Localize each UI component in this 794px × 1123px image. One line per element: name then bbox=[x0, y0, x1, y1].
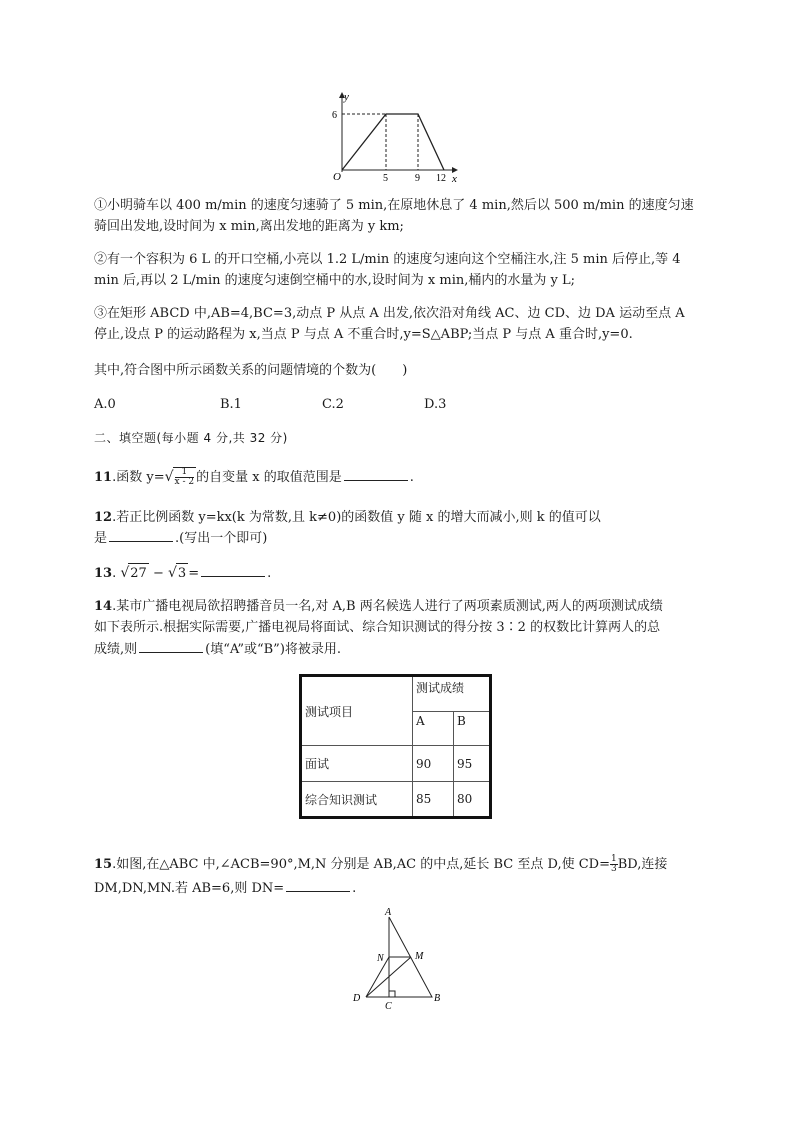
q10-item3-line2: 停止,设点 P 的运动路程为 x,当点 P 与点 A 不重合时,y=S△ABP;当点 P 与点 A 重合时,y=0. bbox=[94, 327, 633, 342]
q15-fraction: $\frac{1}{3}$ bbox=[610, 854, 617, 874]
q11-text-before: .函数 y= bbox=[112, 470, 165, 485]
label-a: A bbox=[385, 907, 392, 918]
option-a: A.0 bbox=[94, 397, 116, 412]
q13-radicand-b: 3 bbox=[176, 563, 188, 584]
label-m: M bbox=[415, 951, 424, 962]
q14-answer-blank[interactable] bbox=[139, 639, 203, 653]
question-13: 13. √27 − √3 = . bbox=[94, 563, 734, 584]
label-d: D bbox=[353, 993, 361, 1004]
q11-number: 11 bbox=[94, 470, 113, 485]
question-15-line1: 15.如图,在△ABC 中,∠ACB=90°,M,N 分别是 AB,AC 的中点,延长 BC 至点 D,使 CD= $\frac{1}{3}$ BD,连接 bbox=[94, 854, 668, 874]
question-15-line2: DM,DN,MN.若 AB=6,则 DN= . bbox=[94, 878, 734, 899]
x-tick-5: 5 bbox=[383, 173, 388, 182]
q10-item1-line1: ①小明骑车以 400 m/min 的速度匀速骑了 5 min,在原地休息了 4 min,然后以 500 m/min 的速度匀速 bbox=[94, 198, 694, 213]
question-12-line1 bbox=[94, 508, 734, 528]
question-14-line2: 如下表所示.根据实际需要,广播电视局将面试、综合知识测试的得分按 3∶2 的权数比计算两人的总 bbox=[94, 620, 661, 635]
question-12-line2: 是 .(写出一个即可) bbox=[94, 528, 734, 549]
triangle-figure bbox=[345, 905, 455, 1015]
q11-fraction: $\frac{1}{x - 2}$ bbox=[174, 467, 195, 487]
q10-item1-line2: 骑回出发地,设时间为 x min,离出发地的距离为 y km; bbox=[94, 219, 404, 234]
x-axis-label: x bbox=[452, 173, 457, 182]
section-title: 二、填空题(每小题 4 分,共 32 分) bbox=[94, 431, 288, 445]
q11-text-after: 的自变量 x 的取值范围是 bbox=[196, 470, 342, 485]
q15-number: 15 bbox=[94, 857, 113, 872]
q12-number: 12 bbox=[94, 510, 113, 525]
q11-answer-blank[interactable] bbox=[344, 467, 408, 481]
question-14-line1: 14.某市广播电视局欲招聘播音员一名,对 A,B 两名候选人进行了两项素质测试,两人的两项测试成绩 bbox=[94, 599, 663, 614]
option-b: B.1 bbox=[220, 397, 242, 412]
q13-number: 13 bbox=[94, 566, 113, 581]
q10-item3-line1: ③在矩形 ABCD 中,AB=4,BC=3,动点 P 从点 A 出发,依次沿对角线 AC、边 CD、边 DA 运动至点 A bbox=[94, 306, 685, 321]
table-row: 综合知识测试 85 80 bbox=[301, 782, 491, 818]
x-tick-12: 12 bbox=[436, 173, 446, 182]
q13-answer-blank[interactable] bbox=[201, 563, 265, 577]
y-axis-label: y bbox=[344, 91, 349, 103]
q12-answer-blank[interactable] bbox=[109, 528, 173, 542]
q14-number: 14 bbox=[94, 599, 113, 614]
x-tick-9: 9 bbox=[415, 173, 420, 182]
question-14-line3: 成绩,则 (填“A”或“B”)将被录用. bbox=[94, 639, 734, 660]
q10-item2-line1: ②有一个容积为 6 L 的开口空桶,小亮以 1.2 L/min 的速度匀速向这个空桶注水,注 5 min 后停止,等 4 bbox=[94, 252, 681, 267]
option-c: C.2 bbox=[322, 397, 344, 412]
q13-radicand-a: 27 bbox=[128, 563, 149, 584]
table-header-score: 测试成绩 bbox=[413, 676, 491, 712]
y-tick-6: 6 bbox=[332, 110, 337, 121]
table-row: 面试 90 95 bbox=[301, 746, 491, 782]
table-col-a: A bbox=[413, 712, 454, 746]
option-d: D.3 bbox=[424, 397, 447, 412]
label-b: B bbox=[434, 993, 441, 1004]
q12-text: .若正比例函数 y=kx(k 为常数,且 k≠0)的函数值 y 随 x 的增大而减小,则 k 的值可以 bbox=[112, 510, 601, 525]
score-table bbox=[299, 674, 492, 819]
label-n: N bbox=[377, 953, 384, 964]
q10-item2-line2: min 后,再以 2 L/min 的速度匀速倒空桶中的水,设时间为 x min,桶内的水量为 y L; bbox=[94, 273, 576, 288]
q15-answer-blank[interactable] bbox=[286, 878, 350, 892]
table-col-b: B bbox=[454, 712, 491, 746]
q10-question: 其中,符合图中所示函数关系的问题情境的个数为( ) bbox=[94, 363, 408, 378]
origin-label: O bbox=[333, 171, 341, 182]
label-c: C bbox=[385, 1001, 392, 1012]
question-11: 11.函数 y=√ $\frac{1}{x - 2}$ 的自变量 x 的取值范围是 . bbox=[94, 467, 414, 487]
table-header-item: 测试项目 bbox=[301, 676, 413, 746]
function-graph bbox=[330, 90, 460, 182]
